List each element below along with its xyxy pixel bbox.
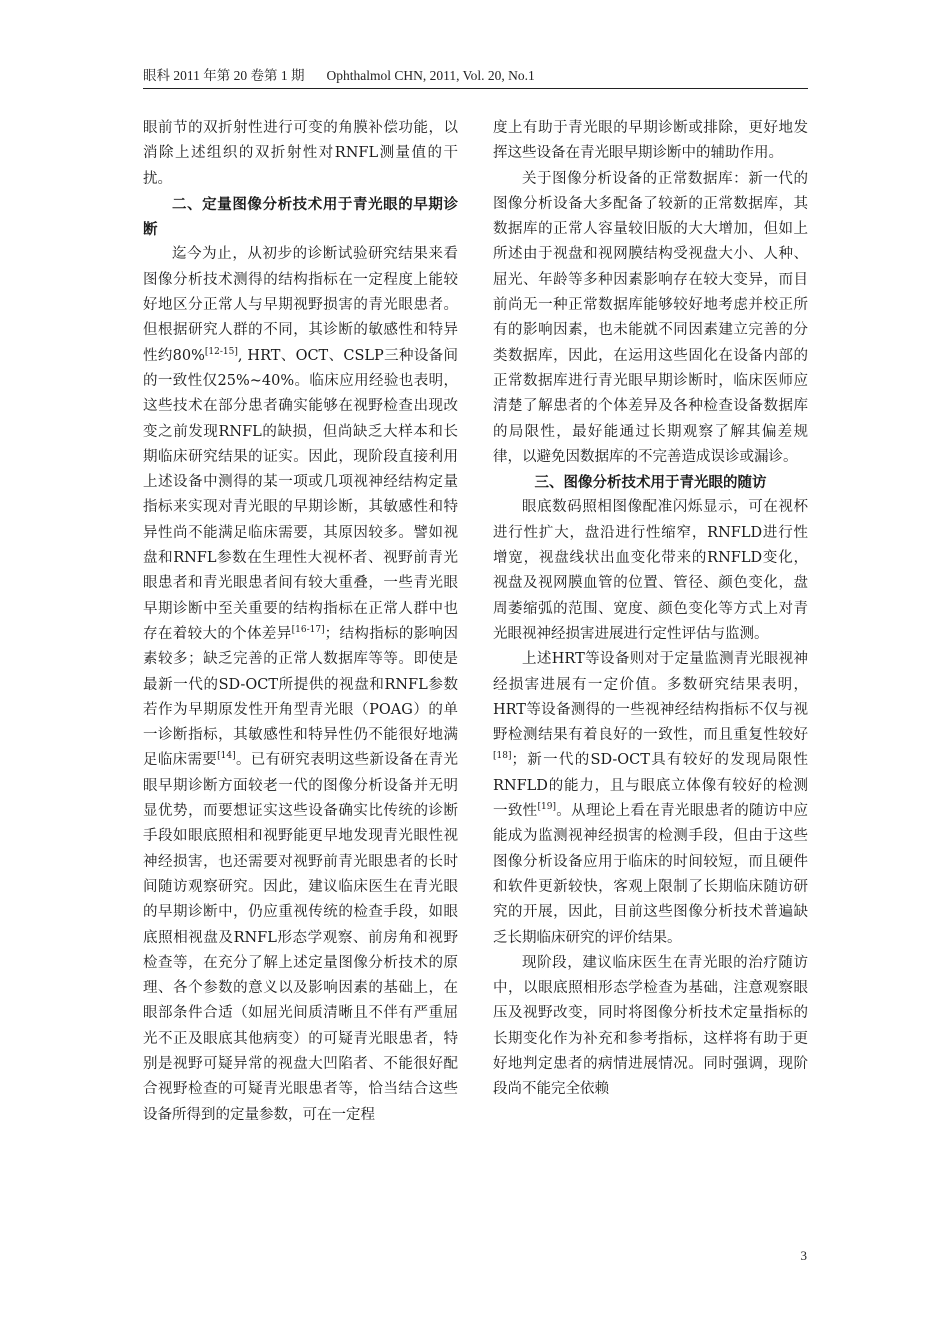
right-p3-text-c: 。从理论上看在青光眼患者的随访中应能成为监测视神经损害的检测手段，但由于这些图像分析设备应用于临床的时间较短，而且硬件和软件更新较快，客观上限制了长期临床随访研究的开展，因此，目前这些图像分析技术普遍缺乏长期临床研究的评价结果。	[493, 803, 809, 946]
right-paragraph-1: 关于图像分析设备的正常数据库：新一代的图像分析设备大多配备了较新的正常数据库，其数据库的正常人容量较旧版的大大增加，但如上所述由于视盘和视网膜结构受视盘大小、人种、屈光、年龄等多种因素影响存在较大变异，而目前尚无一种正常数据库能够较好地考虑并校正所有的影响因素，也未能就不同因素建立完善的分类数据库，因此，在运用这些固化在设备内部的正常数据库进行青光眼早期诊断时，临床医师应清楚了解患者的个体差异及各种检查设备数据库的局限性，最好能通过长期观察了解其偏差规律，以避免因数据库的不完善造成误诊或漏诊。	[493, 170, 808, 465]
page-number: 3	[800, 1248, 807, 1263]
right-paragraph-4: 现阶段，建议临床医生在青光眼的治疗随访中，以眼底照相形态学检查为基础，注意观察眼压及视野改变，同时将图像分析技术定量指标的长期变化作为补充和参考指标，这样将有助于更好地判定患者的病情进展情况。同时强调，现阶段尚不能完全依赖	[493, 954, 808, 1098]
left-p1-text-d: 。已有研究表明这些新设备在青光眼早期诊断方面较老一代的图像分析设备并无明显优势，而要想证实这些设备确实比传统的诊断手段如眼底照相和视野能更早地发现青光眼性视神经损害，也还需要对视野前青光眼患者的长时间随访观察研究。因此，建议临床医生在青光眼的早期诊断中，仍应重视传统的检查手段，如眼底照相视盘及RNFL形态学观察、前房角和视野检查等，在充分了解上述定量图像分析技术的原理、各个参数的意义以及影响因素的基础上，在眼部条件合适（如屈光间质清晰且不伴有严重屈光不正及眼底其他病变）的可疑青光眼患者，特别是视野可疑异常的视盘大凹陷者、不能很好配合视野检查的可疑青光眼患者等，恰当结合这些设备所得到的定量参数，可在一定程	[143, 752, 459, 1123]
right-paragraph-0: 度上有助于青光眼的早期诊断或排除，更好地发挥这些设备在青光眼早期诊断中的辅助作用。	[493, 120, 808, 162]
citation-18: [18]	[493, 751, 512, 762]
left-p1-text-b: , HRT、OCT、CSLP三种设备间的一致性仅25%~40%。临床应用经验也表明，这些技术在部分患者确实能够在视野检查出现改变之前发现RNFL的缺损，但尚缺乏大样本和长期临床研究结果的证实。因此，现阶段直接利用上述设备中测得的某一项或几项视神经结构定量指标来实现对青光眼的早期诊断，其敏感性和特异性尚不能满足临床需要，其原因较多。譬如视盘和RNFL参数在生理性大视杯者、视野前青光眼患者和青光眼患者间有较大重叠，一些青光眼早期诊断中至关重要的结构指标在正常人群中也存在着较大的个体差异	[143, 347, 458, 642]
section-heading-3: 三、图像分析技术用于青光眼的随访	[534, 474, 767, 492]
citation-19: [19]	[537, 802, 556, 813]
right-column	[493, 116, 808, 1103]
left-paragraph-1	[143, 242, 458, 1127]
left-column	[143, 116, 458, 1128]
running-header	[143, 66, 808, 86]
left-p1-text-a: 迄今为止，从初步的诊断试验研究结果来看图像分析技术测得的结构指标在一定程度上能较好地区分正常人与早期视野损害的青光眼患者。但根据研究人群的不同，其诊断的敏感性和特异性约80%	[143, 246, 458, 364]
header-journal-cn: 眼科 2011 年第 20 卷第 1 期	[143, 68, 305, 83]
left-p1-text-c: ；结构指标的影响因素较多；缺乏完善的正常人数据库等等。即使是最新一代的SD-OCT所提供的视盘和RNFL参数若作为早期原发性开角型青光眼（POAG）的单一诊断指标，其敏感性和特异性仍不能很好地满足临床需要	[143, 625, 459, 769]
header-rule	[143, 88, 808, 89]
header-journal-en: Ophthalmol CHN, 2011, Vol. 20, No.1	[326, 68, 535, 83]
citation-14: [14]	[217, 751, 236, 762]
citation-16-17: [16-17]	[291, 625, 325, 636]
left-paragraph-0: 眼前节的双折射性进行可变的角膜补偿功能，以消除上述组织的双折射性对RNFL测量值的干扰。	[143, 120, 458, 187]
right-p3-text-a: 上述HRT等设备则对于定量监测青光眼视神经损害进展有一定价值。多数研究结果表明，HRT等设备测得的一些视神经结构指标不仅与视野检测结果有着良好的一致性，而且重复性较好	[493, 651, 808, 744]
right-paragraph-2: 眼底数码照相图像配准闪烁显示，可在视杯进行性扩大，盘沿进行性缩窄，RNFLD进行性增宽，视盘线状出血变化带来的RNFLD变化，视盘及视网膜血管的位置、管径、颜色变化，盘周萎缩弧的范围、宽度、颜色变化等方式上对青光眼视神经损害进展进行定性评估与监测。	[493, 499, 808, 642]
right-paragraph-3	[493, 647, 808, 951]
right-p3-text-b: ；新一代的SD-OCT具有较好的发现局限性RNFLD的能力，且与眼底立体像有较好的检测一致性	[493, 752, 808, 820]
section-heading-2: 二、定量图像分析技术用于青光眼的早期诊断	[143, 195, 458, 239]
citation-12-15: [12-15]	[204, 346, 238, 357]
